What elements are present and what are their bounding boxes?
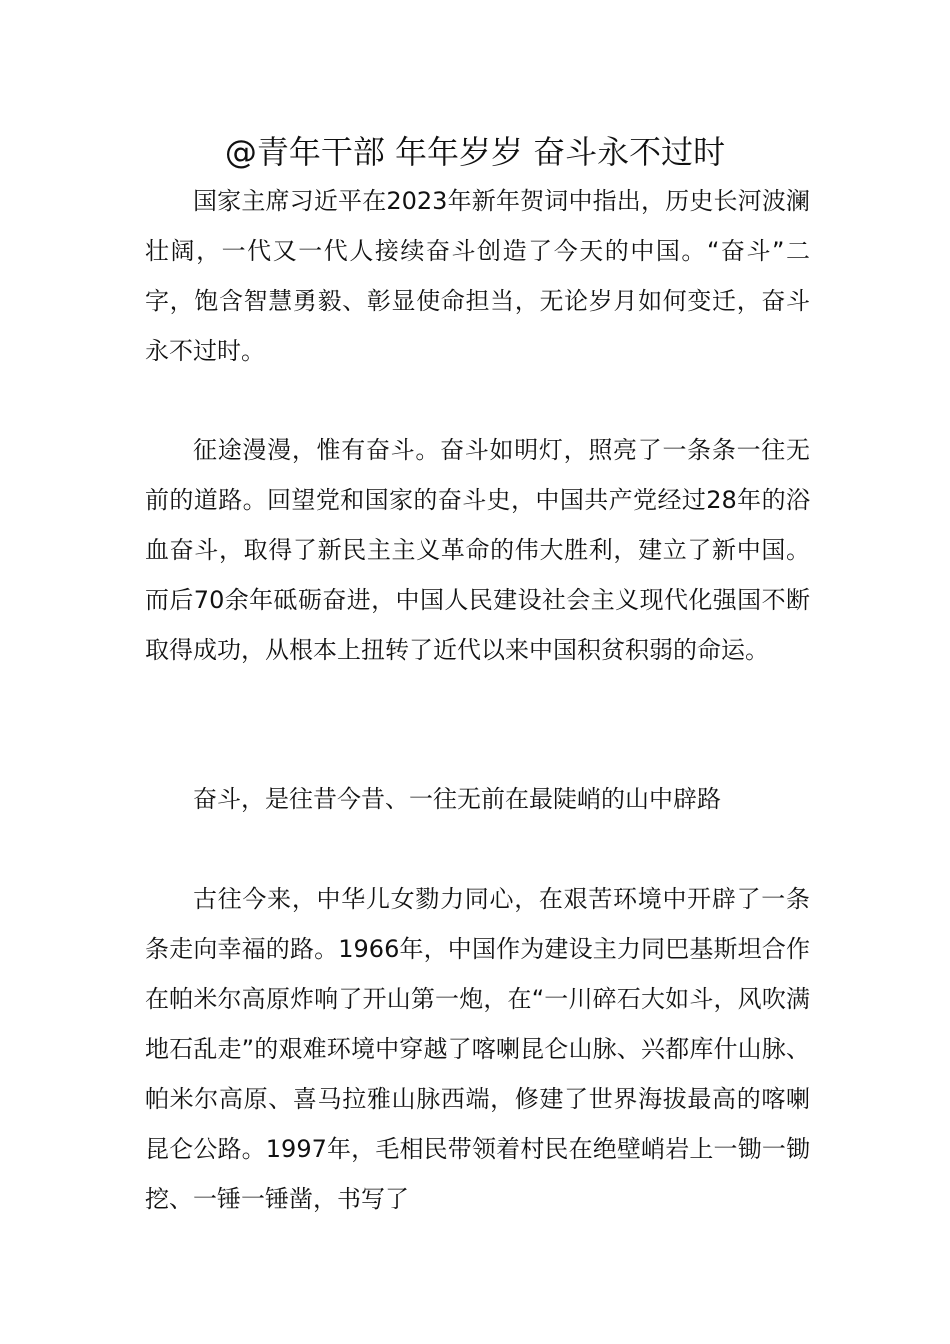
paragraph-2: 征途漫漫，惟有奋斗。奋斗如明灯，照亮了一条条一往无前的道路。回望党和国家的奋斗史，中国共产党经过28年的浴血奋斗，取得了新民主主义革命的伟大胜利，建立了新中国。而后70余年砥砺奋进，中国人民建设社会主义现代化强国不断取得成功，从根本上扭转了近代以来中国积贫积弱的命运。 — [145, 436, 810, 664]
section-heading: 奋斗，是往昔今昔、一往无前在最陡峭的山中辟路 — [193, 785, 721, 813]
paragraph-1: 国家主席习近平在2023年新年贺词中指出，历史长河波澜壮阔，一代又一代人接续奋斗创造了今天的中国。“奋斗”二字，饱含智慧勇毅、彰显使命担当，无论岁月如何变迁，奋斗永不过时。 — [145, 187, 810, 365]
paragraph-3: 古往今来，中华儿女勠力同心，在艰苦环境中开辟了一条条走向幸福的路。1966年，中国作为建设主力同巴基斯坦合作在帕米尔高原炸响了开山第一炮，在“一川碎石大如斗，风吹满地石乱走”的艰难环境中穿越了喀喇昆仑山脉、兴都库什山脉、帕米尔高原、喜马拉雅山脉西端，修建了世界海拔最高的喀喇昆仑公路。1997年，毛相民带领着村民在绝壁峭岩上一锄一锄挖、一锤一锤凿，书写了 — [145, 885, 810, 1213]
document-title: @青年干部 年年岁岁 奋斗永不过时 — [224, 133, 726, 171]
